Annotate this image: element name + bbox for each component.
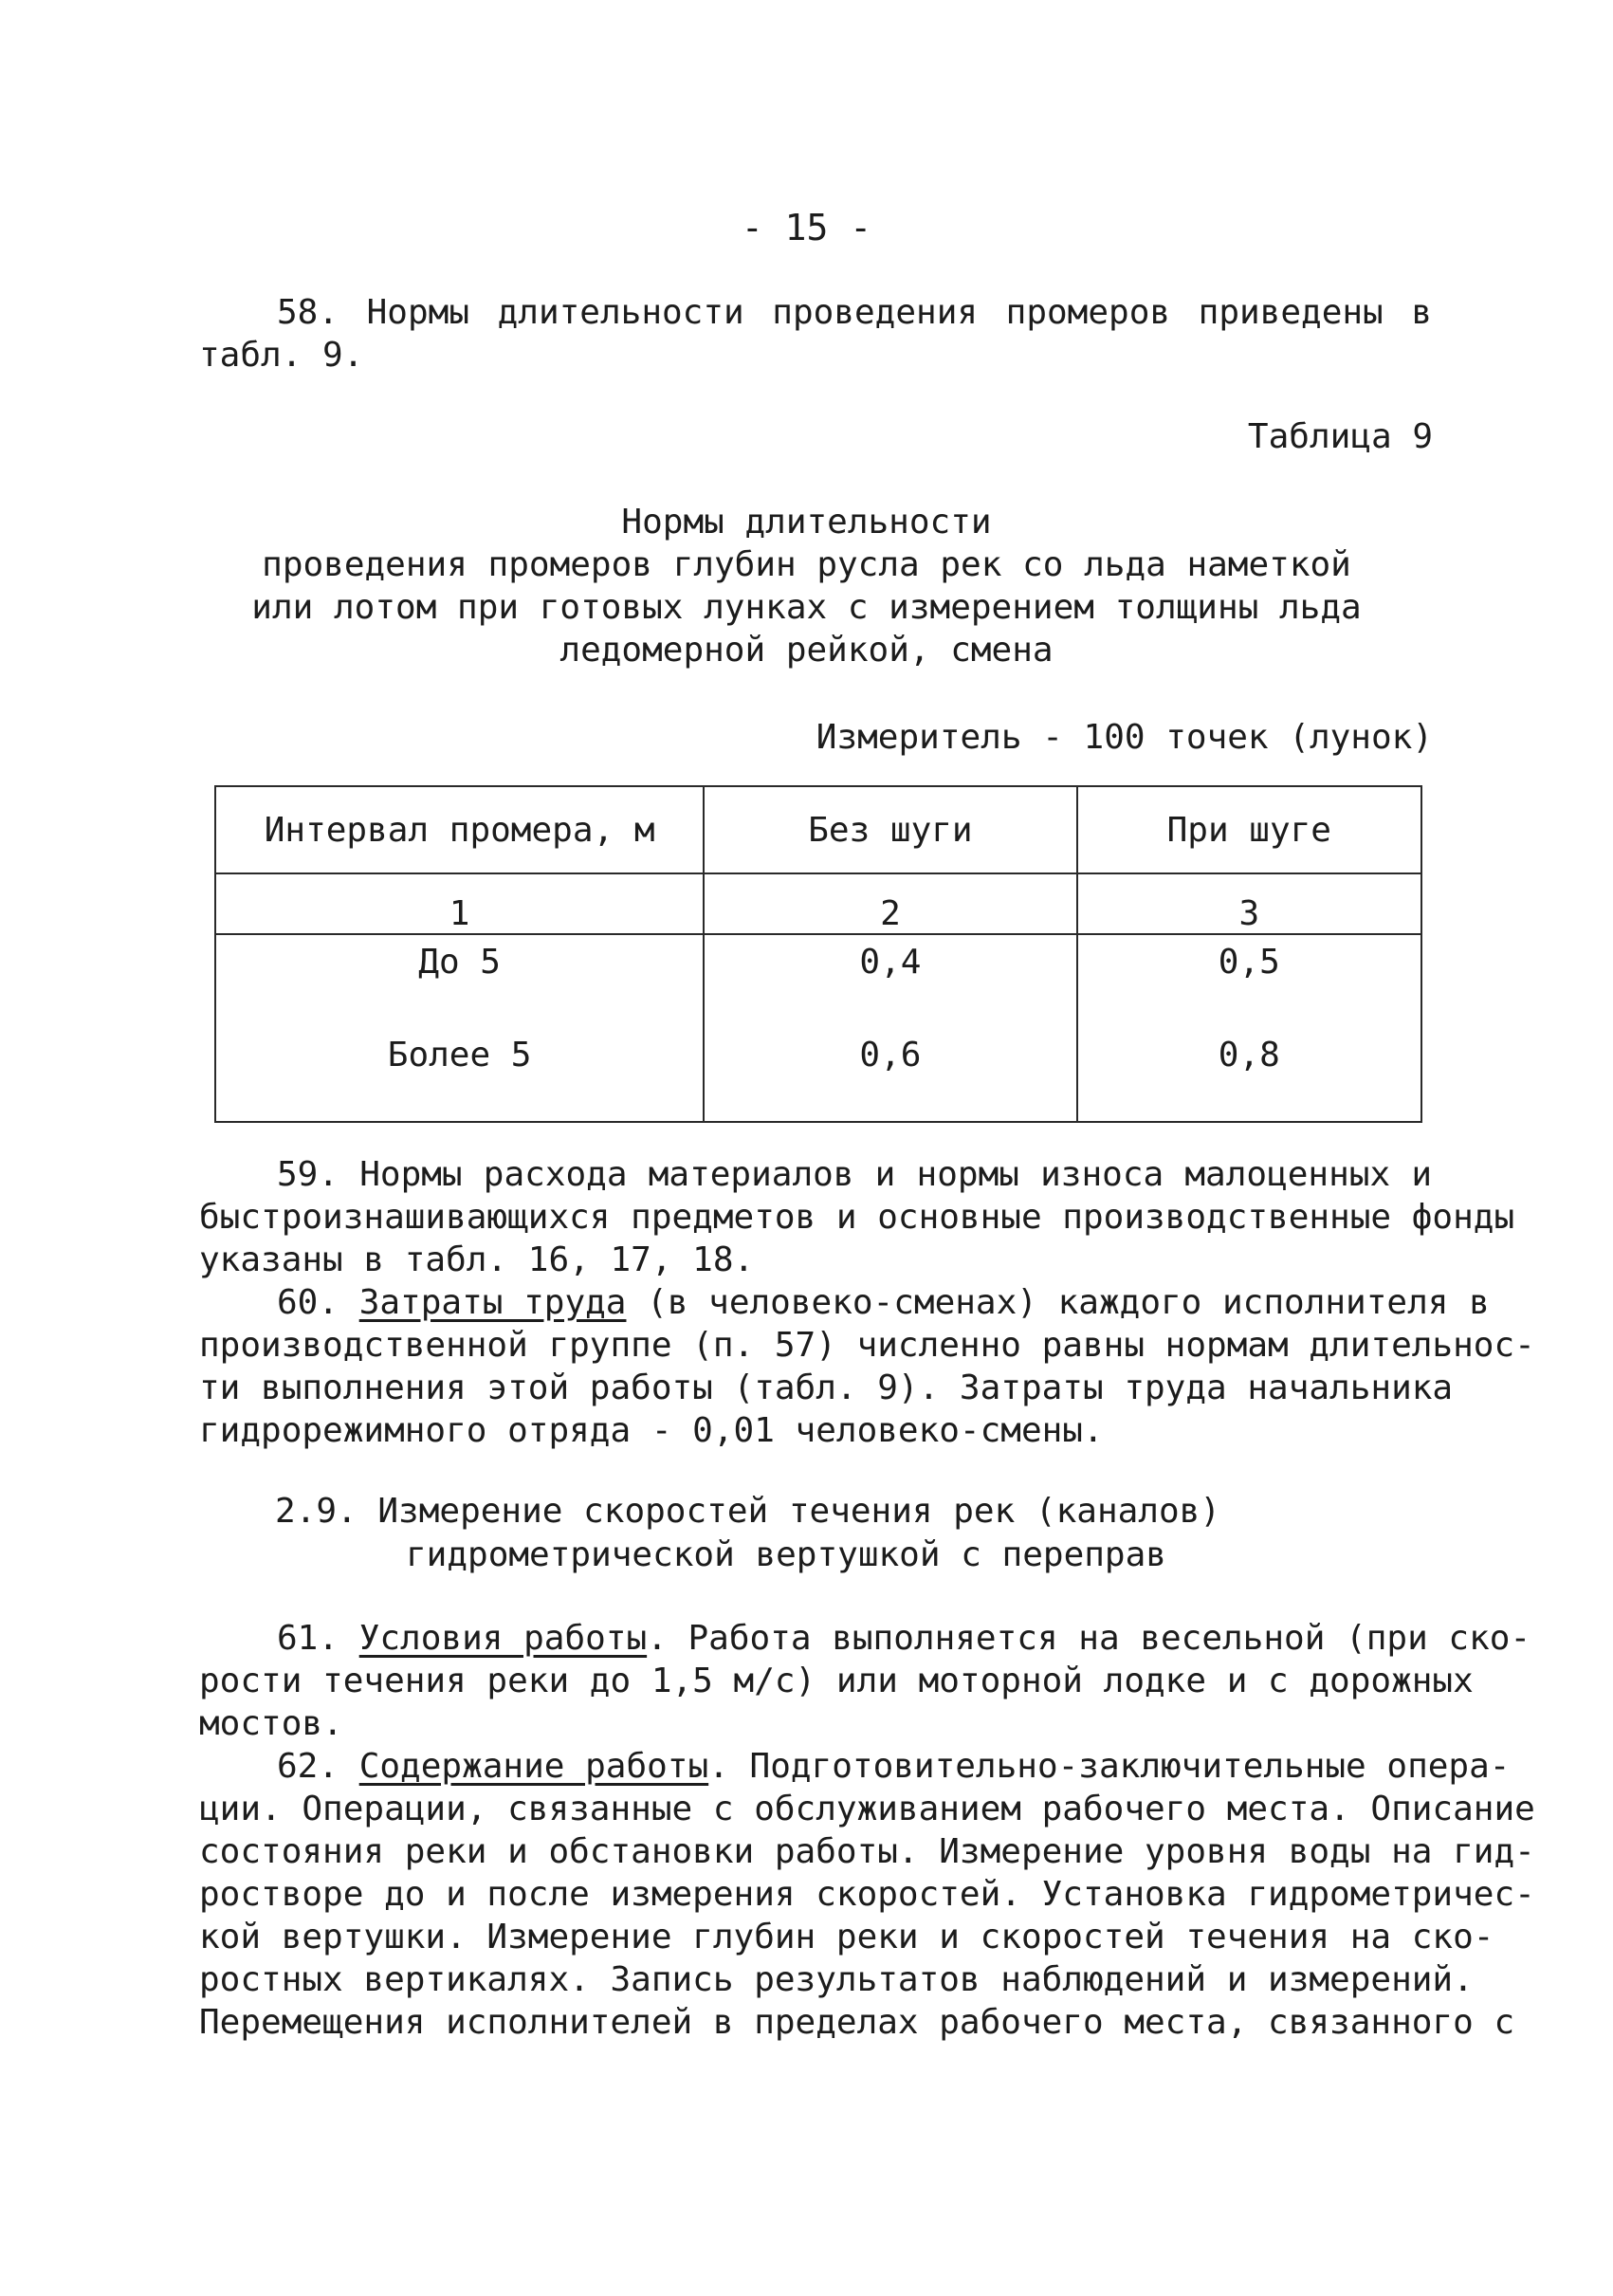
paragraph-59-line2: быстроизнашивающихся предметов и основные производственные фонды	[199, 1198, 1515, 1237]
table-column-number: 1	[215, 873, 704, 934]
page-number: - 15 -	[741, 207, 872, 248]
table-label: Таблица 9	[1247, 417, 1433, 456]
table-cell: 0,4	[704, 934, 1076, 1028]
caption-line-2: проведения промеров глубин русла рек со льда наметкой	[262, 545, 1351, 584]
paragraph-62-line2: ции. Операции, связанные с обслуживанием рабочего места. Описание	[199, 1790, 1535, 1828]
paragraph-60-number: 60.	[277, 1283, 359, 1322]
table-column-number-row	[215, 873, 1421, 934]
section-heading-line1: 2.9. Измерение скоростей течения рек (каналов)	[275, 1492, 1220, 1531]
paragraph-61-term: Условия работы	[358, 1619, 648, 1658]
section-heading-line2: гидрометрической вертушкой с переправ	[406, 1535, 1166, 1574]
table-header-row	[215, 786, 1421, 873]
table-header-cell: Интервал промера, м	[215, 786, 704, 873]
caption-line-1: Нормы длительности	[621, 503, 992, 542]
table-row	[215, 934, 1421, 1028]
norms-table	[214, 785, 1422, 1123]
paragraph-60-line2: производственной группе (п. 57) численно равны нормам длительнос-	[199, 1326, 1535, 1365]
paragraph-59-line3: указаны в табл. 16, 17, 18.	[199, 1240, 755, 1279]
paragraph-62-line7: Перемещения исполнителей в пределах рабочего места, связанного с	[199, 2003, 1515, 2042]
caption-line-3: или лотом при готовых лунках с измерением толщины льда	[251, 588, 1362, 627]
table-column-number: 3	[1077, 873, 1421, 934]
paragraph-59-line1: 59. Нормы расхода материалов и нормы износа малоценных и	[277, 1155, 1432, 1194]
table-meter: Измеритель - 100 точек (лунок)	[816, 718, 1433, 757]
paragraph-61-line2: рости течения реки до 1,5 м/с) или моторной лодке и с дорожных	[199, 1662, 1474, 1700]
paragraph-62-term: Содержание работы	[358, 1747, 709, 1786]
paragraph-61-line1	[199, 1617, 1531, 1660]
paragraph-60	[199, 1281, 1535, 1452]
paragraph-61-number: 61.	[277, 1619, 359, 1658]
table-cell: 0,6	[704, 1028, 1076, 1122]
paragraph-61-line1-text: . Работа выполняется на весельной (при ско-	[647, 1619, 1531, 1658]
paragraph-62-line1	[199, 1745, 1511, 1788]
paragraph-58-line2: табл. 9.	[199, 336, 364, 375]
paragraph-60-line3: ти выполнения этой работы (табл. 9). Затраты труда начальника	[199, 1368, 1454, 1407]
paragraph-62	[199, 1745, 1535, 2044]
paragraph-60-line4: гидрорежимного отряда - 0,01 человеко-смены.	[199, 1411, 1104, 1450]
paragraph-62-line1-text: . Подготовительно-заключительные опера-	[708, 1747, 1511, 1786]
paragraph-62-line3: состояния реки и обстановки работы. Измерение уровня воды на гид-	[199, 1832, 1535, 1871]
caption-line-4: ледомерной рейкой, смена	[559, 631, 1054, 670]
paragraph-62-line6: ростных вертикалях. Запись результатов наблюдений и измерений.	[199, 1960, 1474, 1999]
paragraph-61-line3: мостов.	[199, 1704, 343, 1743]
paragraph-58-line1: 58. Нормы длительности проведения промеров приведены в	[277, 293, 1432, 332]
table-cell: 0,8	[1077, 1028, 1421, 1122]
table-cell: 0,5	[1077, 934, 1421, 1028]
paragraph-62-line5: кой вертушки. Измерение глубин реки и скоростей течения на ско-	[199, 1918, 1494, 1956]
section-heading	[0, 1490, 1613, 1577]
paragraph-60-term: Затраты труда	[358, 1283, 627, 1322]
table-cell: Более 5	[215, 1028, 704, 1122]
paragraph-61	[199, 1617, 1531, 1745]
table-column-number: 2	[704, 873, 1076, 934]
paragraph-58	[199, 291, 1432, 377]
paragraph-59	[199, 1153, 1515, 1281]
paragraph-60-line1	[199, 1281, 1490, 1324]
paragraph-62-line4: ростворе до и после измерения скоростей. Установка гидрометричес-	[199, 1875, 1535, 1914]
table-header-cell: При шуге	[1077, 786, 1421, 873]
table-header-cell: Без шуги	[704, 786, 1076, 873]
table-caption	[0, 501, 1613, 671]
paragraph-60-line1-text: (в человеко-сменах) каждого исполнителя в	[626, 1283, 1490, 1322]
table-cell: До 5	[215, 934, 704, 1028]
paragraph-62-number: 62.	[277, 1747, 359, 1786]
table-row	[215, 1028, 1421, 1122]
